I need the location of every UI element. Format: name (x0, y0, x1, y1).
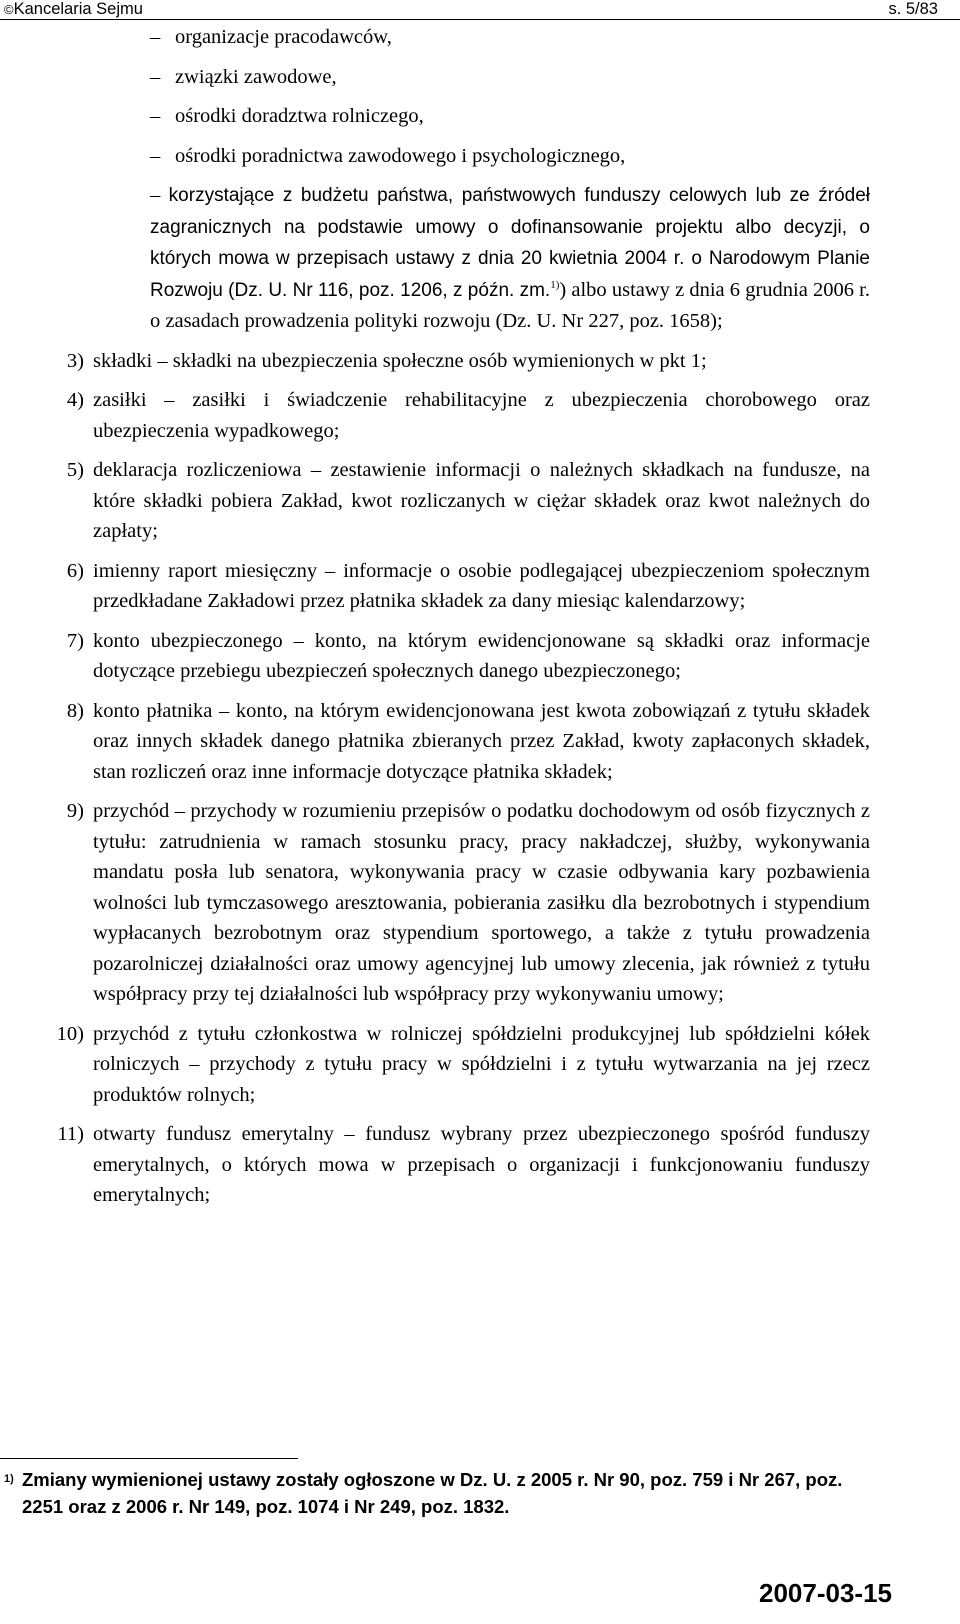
definition-item (0, 1119, 960, 1211)
list-item-text-sans: korzystające z budżetu państwa, państwowych funduszy celowych lub ze źródeł zagranicznych na podstawie umowy o dofinansowanie projektu albo decyzji, o których mowa w przepisach ustawy z dnia 20 kwietnia 2004 r. o Narodowym Planie Rozwoju (Dz. U. Nr 116, poz. 1206, z późn. zm. (150, 185, 870, 301)
definition-item (0, 626, 960, 687)
definition-item (0, 556, 960, 617)
dash-marker: – (150, 144, 161, 167)
definition-item (0, 455, 960, 547)
definition-number: 3) (66, 349, 84, 372)
definition-item (0, 346, 960, 377)
definition-number: 6) (66, 559, 84, 582)
list-item-text-cont: ) albo ustawy z dnia 6 grudnia 2006 r. o zasadach prowadzenia polityki rozwoju (Dz. U. Nr 227, poz. 1658); (150, 278, 870, 332)
definition-item (0, 385, 960, 446)
footnote-text: Zmiany wymienionej ustawy zostały ogłoszone w Dz. U. z 2005 r. Nr 90, poz. 759 i Nr 267, poz. 2251 oraz z 2006 r. Nr 149, poz. 1074 i Nr 249, poz. 1832. (22, 1469, 843, 1517)
dash-marker: – (150, 184, 169, 206)
publisher-label (4, 0, 143, 19)
definition-number: 9) (66, 800, 84, 822)
definition-text: konto ubezpieczonego – konto, na którym ewidencjonowane są składki oraz informacje dotyczące przebiegu ubezpieczeń społecznych danego ubezpieczonego; (93, 629, 870, 682)
list-item-text: związki zawodowe, (175, 65, 337, 88)
list-item (0, 62, 960, 93)
publisher-name: Kancelaria Sejmu (13, 0, 143, 18)
definition-number: 8) (66, 699, 84, 722)
list-item-text: ośrodki poradnictwa zawodowego i psychologicznego, (175, 144, 626, 167)
list-item-text: organizacje pracodawców, (175, 26, 392, 48)
list-item (0, 101, 960, 132)
definition-item (0, 696, 960, 788)
definition-text: przychód – przychody w rozumieniu przepisów o podatku dochodowym od osób fizycznych z tytułu: zatrudnienia w ramach stosunku pracy, pracy nakładczej, służby, wykonywania mandatu posła lub senatora, wykonywania pracy w czasie odbywania kary pozbawienia wolności lub tymczasowego aresztowania, pobierania zasiłku dla bezrobotnych i stypendium wypłacanych bezrobotnym oraz stypendium sportowego, a także z tytułu prowadzenia pozarolniczej działalności oraz umowy agencyjnej lub umowy zlecenia, jak również z tytułu współpracy przy tej działalności lub współpracy przy wykonywaniu umowy; (93, 800, 870, 1005)
document-date: 2007-03-15 (759, 1578, 892, 1608)
definition-number: 11) (57, 1123, 84, 1145)
page-number: s. 5/83 (888, 0, 938, 18)
dash-marker: – (150, 105, 161, 127)
definition-item (0, 1019, 960, 1111)
list-item-text: ośrodki doradztwa rolniczego, (175, 105, 424, 127)
definition-number: 10) (56, 1022, 84, 1045)
dash-marker: – (150, 26, 161, 48)
definition-text: zasiłki – zasiłki i świadczenie rehabilitacyjne z ubezpieczenia chorobowego oraz ubezpieczenia wypadkowego; (93, 389, 870, 442)
copyright-symbol: © (4, 2, 14, 17)
dash-marker: – (150, 65, 161, 88)
definition-text: imienny raport miesięczny – informacje o osobie podlegającej ubezpieczeniom społecznym przedkładane Zakładowi przez płatnika składek za dany miesiąc kalendarzowy; (93, 559, 870, 612)
definition-text: otwarty fundusz emerytalny – fundusz wybrany przez ubezpieczonego spośród funduszy emerytalnych, o których mowa w przepisach o organizacji i funkcjonowaniu funduszy emerytalnych; (93, 1123, 870, 1206)
definition-number: 7) (66, 629, 84, 652)
definition-text: konto płatnika – konto, na którym ewidencjonowana jest kwota zobowiązań z tytułu składek oraz innych składek danego płatnika zbieranych przez Zakład, kwoty zapłaconych składek, stan rozliczeń oraz inne informacje dotyczące płatnika składek; (93, 699, 870, 783)
list-item (0, 22, 960, 53)
list-item-long (0, 180, 960, 337)
header-rule (0, 19, 960, 20)
definition-text: przychód z tytułu członkostwa w rolniczej spółdzielni produkcyjnej lub spółdzielni kółek rolniczych – przychody z tytułu pracy w spółdzielni i z tytułu wytwarzania na jej rzecz produktów rolnych; (93, 1022, 870, 1106)
footnote-reference[interactable]: 1) (550, 278, 560, 291)
definition-number: 5) (66, 459, 84, 481)
document-body (0, 22, 960, 1211)
footnote-rule (0, 1458, 298, 1459)
page-header (0, 0, 960, 22)
definition-item (0, 796, 960, 1010)
definition-text: deklaracja rozliczeniowa – zestawienie informacji o należnych składkach na fundusze, na które składki pobiera Zakład, kwot rozliczanych w ciężar składek oraz kwot należnych do zapłaty; (93, 459, 870, 542)
list-item (0, 141, 960, 172)
footnote (0, 1466, 882, 1520)
footnote-mark: 1) (4, 1473, 14, 1485)
definition-text: składki – składki na ubezpieczenia społeczne osób wymienionych w pkt 1; (93, 349, 707, 372)
definition-number: 4) (66, 389, 84, 411)
